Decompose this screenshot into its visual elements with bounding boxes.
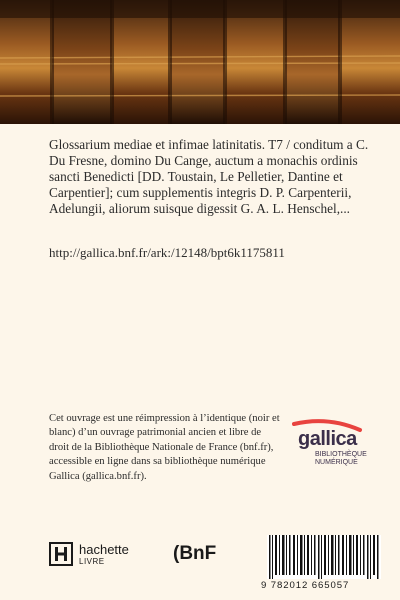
barcode-icon bbox=[267, 535, 381, 579]
gallica-subtitle-line2: NUMÉRIQUE bbox=[315, 459, 358, 466]
book-title-text: Glossarium mediae et infimae latinitatis. T7 / conditum a C. Du Fresne, domino Du Cange, auctum a monachis ordinis sancti Benedicti [DD. Toustain, Le Pelletier, Dantine et Carpentier]; cum supplementis integris D. P. Carpenterii, Adelungii, aliorum suisque digessit G. A. L. Henschel,... bbox=[49, 137, 369, 217]
isbn-barcode bbox=[267, 535, 381, 579]
bnf-logo: (BnF bbox=[173, 543, 217, 564]
hachette-h-icon bbox=[49, 542, 73, 566]
reprint-notice: Cet ouvrage est une réimpression à l’identique (noir et blanc) d’un ouvrage patrimonial ancien et libre de droit de la Bibliothèque Nationale de France (bnf.fr), accessible en ligne dans sa bibliothèque numérique Gallica (gallica.bnf.fr). bbox=[49, 413, 280, 482]
gallica-subtitle-line1: BIBLIOTHÈQUE bbox=[315, 451, 367, 458]
hachette-subtitle: LIVRE bbox=[79, 557, 105, 566]
leather-books-image bbox=[0, 0, 400, 124]
hachette-logo-icon bbox=[49, 542, 73, 566]
gallica-url: http://gallica.bnf.fr/ark:/12148/bpt6k1175811 bbox=[49, 245, 285, 260]
gallica-wordmark: gallica bbox=[298, 428, 357, 450]
gallica-subtitle bbox=[315, 451, 367, 467]
leather-books-photo bbox=[0, 0, 400, 124]
isbn-number: 9 782012 665057 bbox=[261, 580, 350, 591]
hachette-wordmark: hachette bbox=[79, 542, 129, 557]
